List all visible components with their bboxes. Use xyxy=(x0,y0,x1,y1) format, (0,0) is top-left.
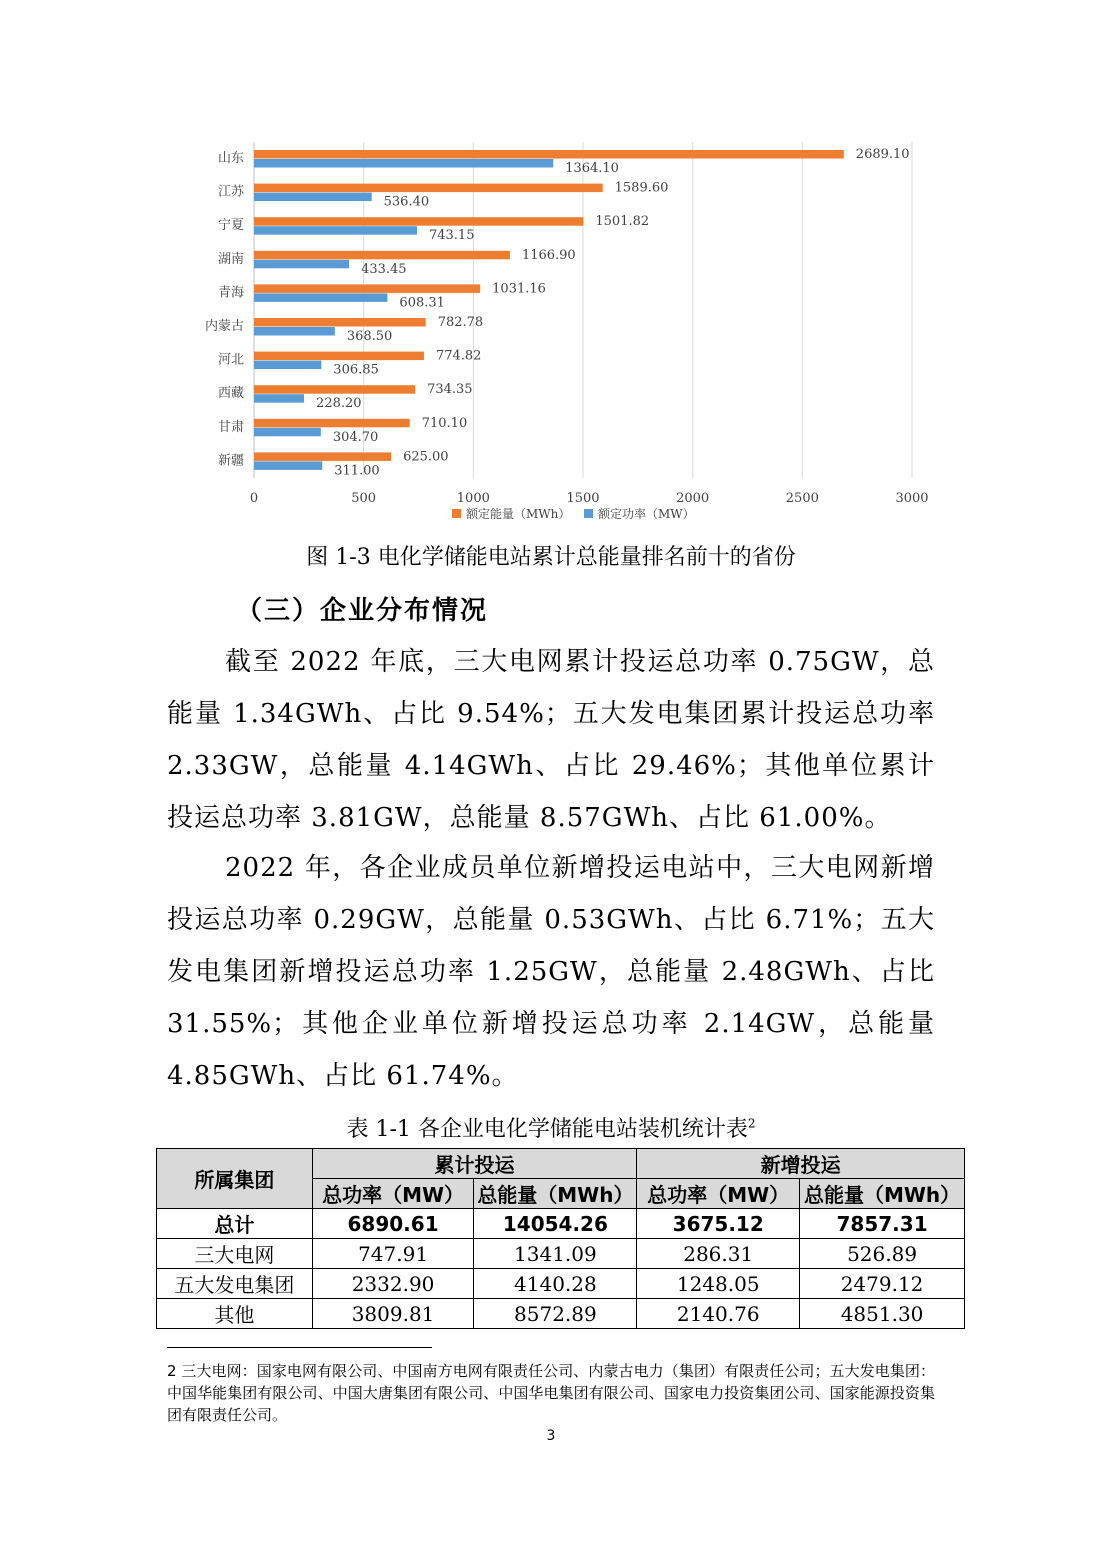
category-label: 青海 xyxy=(217,285,244,301)
data-label-energy: 774.82 xyxy=(435,348,482,364)
bar-power xyxy=(254,361,321,370)
data-label-power: 536.40 xyxy=(383,194,430,210)
table-caption-note: 2 xyxy=(747,1116,756,1131)
bar-power xyxy=(254,428,321,437)
cell: 6890.61 xyxy=(312,1209,474,1239)
header-new-energy: 总能量（MWh） xyxy=(800,1179,965,1209)
data-label-power: 743.15 xyxy=(428,228,475,244)
x-tick-label: 1000 xyxy=(456,491,490,506)
category-label: 河北 xyxy=(217,352,244,368)
category-label: 山东 xyxy=(217,151,244,166)
bar-energy xyxy=(254,419,410,428)
header-group: 所属集团 xyxy=(157,1149,313,1209)
bar-energy xyxy=(254,318,426,327)
cell: 3809.81 xyxy=(312,1299,474,1329)
category-label: 江苏 xyxy=(217,184,244,200)
paragraph-1: 截至 2022 年底，三大电网累计投运总功率 0.75GW，总能量 1.34GWh、占比 9.54%；五大发电集团累计投运总功率 2.33GW，总能量 4.14GWh、占比 29.46%；其他单位累计投运总功率 3.81GW，总能量 8.57GWh、占比 61.00%。 xyxy=(167,647,935,833)
row-name: 总计 xyxy=(157,1209,313,1239)
legend-label-energy: 额定能量（MWh） xyxy=(466,507,571,521)
bar-power xyxy=(254,293,387,302)
bar-power xyxy=(254,159,553,168)
header-cum-power: 总功率（MW） xyxy=(312,1179,474,1209)
footnote-divider xyxy=(167,1347,432,1348)
cell: 7857.31 xyxy=(800,1209,965,1239)
data-label-power: 306.85 xyxy=(333,362,379,378)
cell: 3675.12 xyxy=(637,1209,800,1239)
category-label: 内蒙古 xyxy=(204,319,244,334)
data-label-power: 608.31 xyxy=(399,295,445,311)
figure-caption: 图 1-3 电化学储能电站累计总能量排名前十的省份 xyxy=(306,545,796,570)
cell: 747.91 xyxy=(312,1239,474,1269)
row-name: 其他 xyxy=(157,1299,313,1329)
bar-energy xyxy=(254,251,510,259)
data-label-energy: 1166.90 xyxy=(521,247,576,263)
row-name: 三大电网 xyxy=(157,1239,313,1269)
table-row xyxy=(157,1209,965,1239)
data-label-power: 228.20 xyxy=(316,396,362,412)
cell: 8572.89 xyxy=(474,1299,637,1329)
legend-label-power: 额定功率（MW） xyxy=(598,507,695,521)
data-label-energy: 1589.60 xyxy=(614,180,669,196)
data-label-energy: 625.00 xyxy=(403,449,449,465)
header-cumulative: 累计投运 xyxy=(312,1149,637,1179)
table-row xyxy=(157,1299,965,1329)
data-label-energy: 734.35 xyxy=(427,382,473,398)
cell: 1248.05 xyxy=(637,1269,800,1299)
bar-energy xyxy=(254,385,415,394)
bar-power xyxy=(254,461,322,470)
bar-power xyxy=(254,193,372,202)
header-new-power: 总功率（MW） xyxy=(637,1179,800,1209)
legend-swatch-energy xyxy=(452,509,461,518)
table-row xyxy=(157,1239,965,1269)
category-label: 甘肃 xyxy=(217,419,244,435)
provinces-energy-bar-chart xyxy=(150,130,940,525)
data-label-power: 433.45 xyxy=(361,261,407,277)
data-label-energy: 2689.10 xyxy=(855,147,910,162)
cell: 14054.26 xyxy=(474,1209,637,1239)
x-tick-label: 0 xyxy=(249,491,259,506)
category-label: 西藏 xyxy=(217,386,244,402)
cell: 2140.76 xyxy=(637,1299,800,1329)
data-label-power: 311.00 xyxy=(334,463,380,479)
data-label-energy: 710.10 xyxy=(421,415,468,431)
enterprise-storage-table xyxy=(156,1148,965,1329)
section-title: （三）企业分布情况 xyxy=(236,596,489,626)
data-label-energy: 1501.82 xyxy=(595,214,650,230)
bar-energy xyxy=(254,352,424,361)
cell: 2479.12 xyxy=(800,1269,965,1299)
data-label-power: 368.50 xyxy=(346,329,393,344)
cell: 286.31 xyxy=(637,1239,800,1269)
x-tick-label: 2500 xyxy=(785,491,819,506)
paragraph-2: 2022 年，各企业成员单位新增投运电站中，三大电网新增投运总功率 0.29GW，总能量 0.53GWh、占比 6.71%；五大发电集团新增投运总功率 1.25GW，总能量 2.48GWh、占比 31.55%；其他企业单位新增投运总功率 2.14GW，总能量 4.85GWh、占比 61.74%。 xyxy=(167,853,935,1091)
x-tick-label: 1500 xyxy=(566,491,600,506)
category-label: 宁夏 xyxy=(217,218,244,234)
legend-swatch-power xyxy=(584,509,593,518)
cell: 4851.30 xyxy=(800,1299,965,1329)
category-label: 新疆 xyxy=(217,453,244,469)
data-label-power: 304.70 xyxy=(332,429,379,445)
bar-energy xyxy=(254,150,844,159)
cell: 4140.28 xyxy=(474,1269,637,1299)
header-new: 新增投运 xyxy=(637,1149,965,1179)
data-label-power: 1364.10 xyxy=(565,161,619,176)
data-label-energy: 1031.16 xyxy=(492,281,546,297)
bar-energy xyxy=(254,284,480,293)
bar-energy xyxy=(254,217,583,226)
bar-power xyxy=(254,327,335,336)
bar-power xyxy=(254,226,417,235)
table-caption-text: 表 1-1 各企业电化学储能电站装机统计表 xyxy=(346,1117,748,1142)
row-name: 五大发电集团 xyxy=(157,1269,313,1299)
table-row xyxy=(157,1269,965,1299)
page-number: 3 xyxy=(546,1428,556,1444)
header-cum-energy: 总能量（MWh） xyxy=(474,1179,637,1209)
data-label-energy: 782.78 xyxy=(437,315,484,330)
bar-energy xyxy=(254,184,603,193)
cell: 2332.90 xyxy=(312,1269,474,1299)
footnote: 2 三大电网：国家电网有限公司、中国南方电网有限责任公司、内蒙古电力（集团）有限责任公司；五大发电集团：中国华能集团有限公司、中国大唐集团有限公司、中国华电集团有限公司、国家电力投资集团公司、国家能源投资集团有限责任公司。 xyxy=(167,1362,935,1424)
bar-power xyxy=(254,394,304,403)
cell: 526.89 xyxy=(800,1239,965,1269)
x-tick-label: 3000 xyxy=(895,491,929,506)
cell: 1341.09 xyxy=(474,1239,637,1269)
bar-energy xyxy=(254,452,391,461)
category-label: 湖南 xyxy=(217,251,244,267)
bar-power xyxy=(254,260,349,269)
x-tick-label: 500 xyxy=(351,491,377,506)
table-caption xyxy=(0,1112,1102,1143)
x-tick-label: 2000 xyxy=(676,491,710,506)
